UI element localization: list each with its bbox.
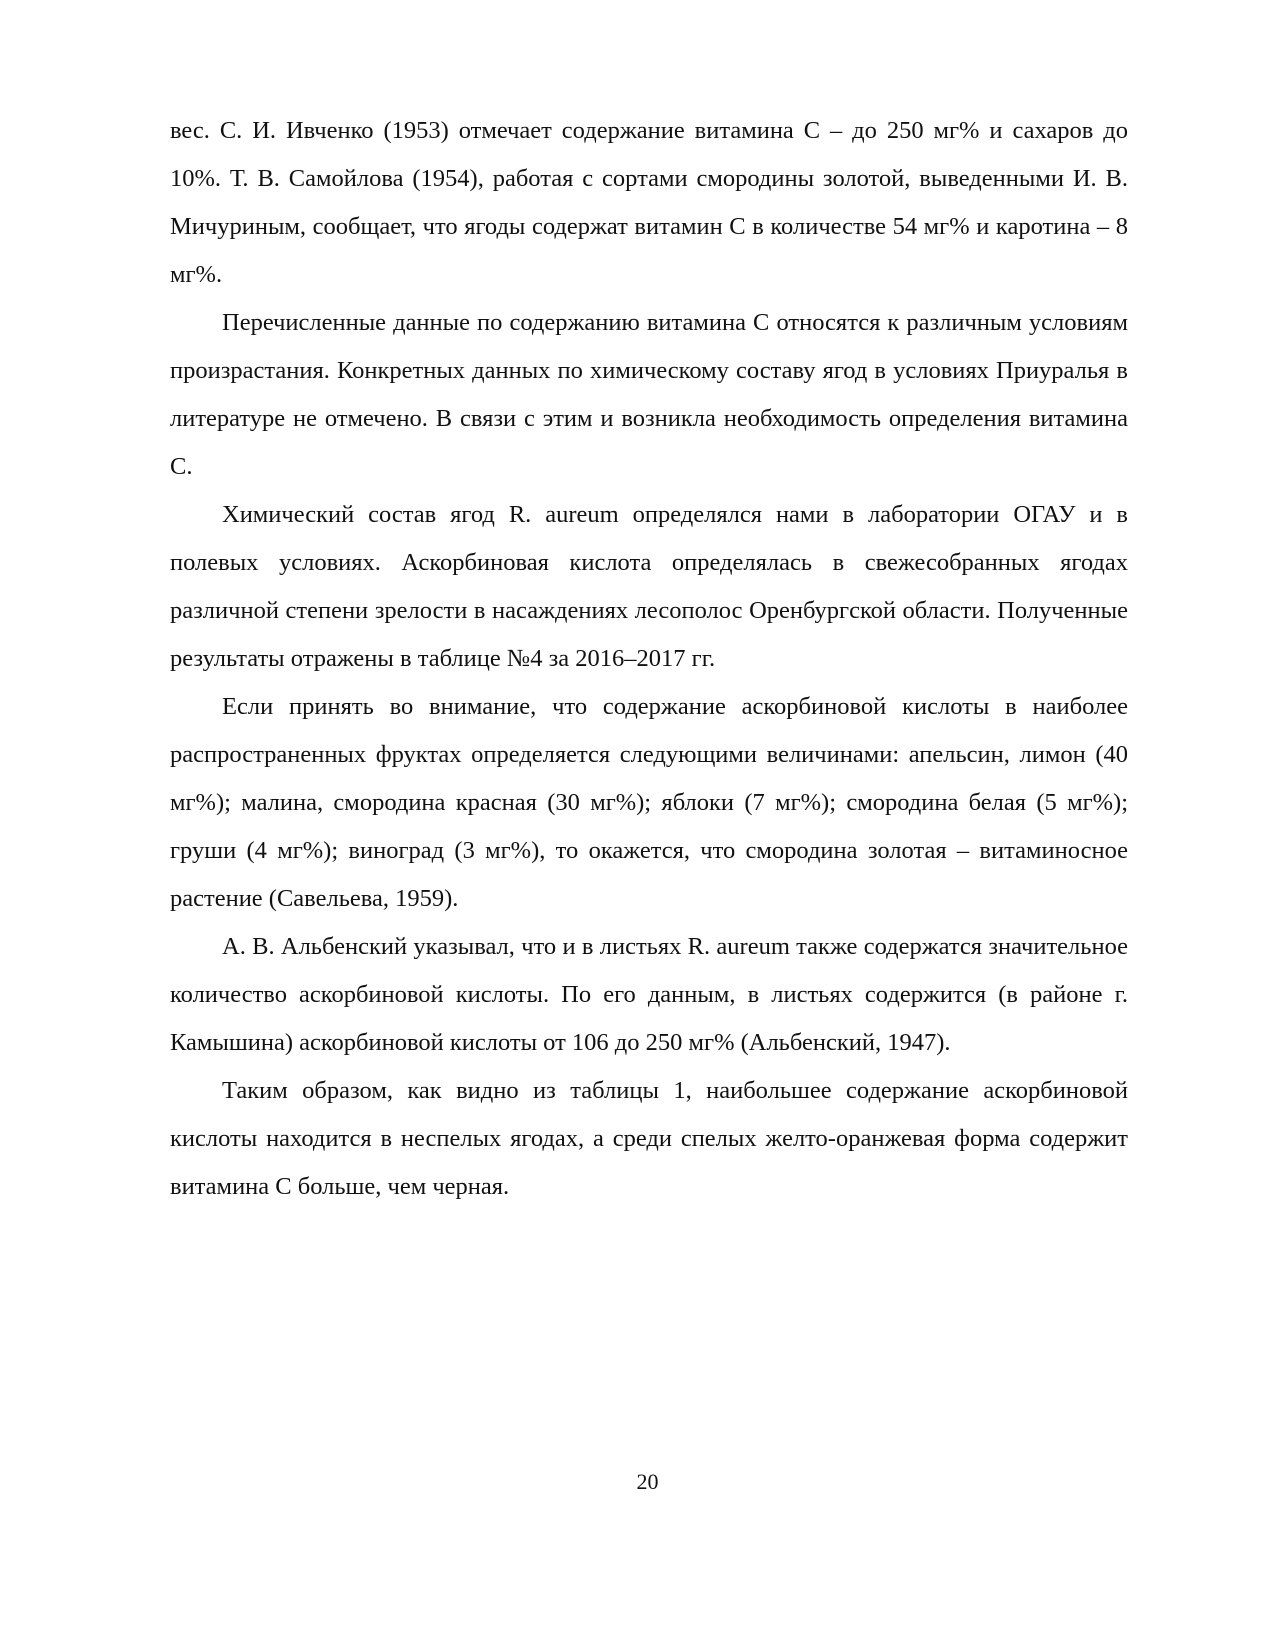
paragraph: Перечисленные данные по содержанию витамина С относятся к различным условиям произрастания. Конкретных данных по химическому составу ягод в условиях Приуралья в литературе не отмечено. В связи с этим и возникла необходимость определения витамина С. xyxy=(170,309,1128,480)
paragraph: Таким образом, как видно из таблицы 1, наибольшее содержание аскорбиновой кислоты находится в неспелых ягодах, а среди спелых желто-оранжевая форма содержит витамина С больше, чем черная. xyxy=(170,1077,1128,1200)
paragraph: Если принять во внимание, что содержание аскорбиновой кислоты в наиболее распространенных фруктах определяется следующими величинами: апельсин, лимон (40 мг%); малина, смородина красная (30 мг%); яблоки (7 мг%); смородина белая (5 мг%); груши (4 мг%); виноград (3 мг%), то окажется, что смородина золотая – витаминосное растение (Савельева, 1959). xyxy=(170,693,1128,912)
page-number: 20 xyxy=(636,1469,659,1494)
paragraph-continuation: вес. С. И. Ивченко (1953) отмечает содержание витамина С – до 250 мг% и сахаров до 10%. Т. В. Самойлова (1954), работая с сортами смородины золотой, выведенными И. В. Мичуриным, сообщает, что ягоды содержат витамин С в количестве 54 мг% и каротина – 8 мг%. xyxy=(170,117,1128,288)
body-text xyxy=(170,107,1128,1211)
paragraph: А. В. Альбенский указывал, что и в листьях R. aureum также содержатся значительное количество аскорбиновой кислоты. По его данным, в листьях содержится (в районе г. Камышина) аскорбиновой кислоты от 106 до 250 мг% (Альбенский, 1947). xyxy=(170,933,1128,1056)
paragraph: Химический состав ягод R. aureum определялся нами в лаборатории ОГАУ и в полевых условиях. Аскорбиновая кислота определялась в свежесобранных ягодах различной степени зрелости в насаждениях лесополос Оренбургской области. Полученные результаты отражены в таблице №4 за 2016–2017 гг. xyxy=(170,501,1128,672)
